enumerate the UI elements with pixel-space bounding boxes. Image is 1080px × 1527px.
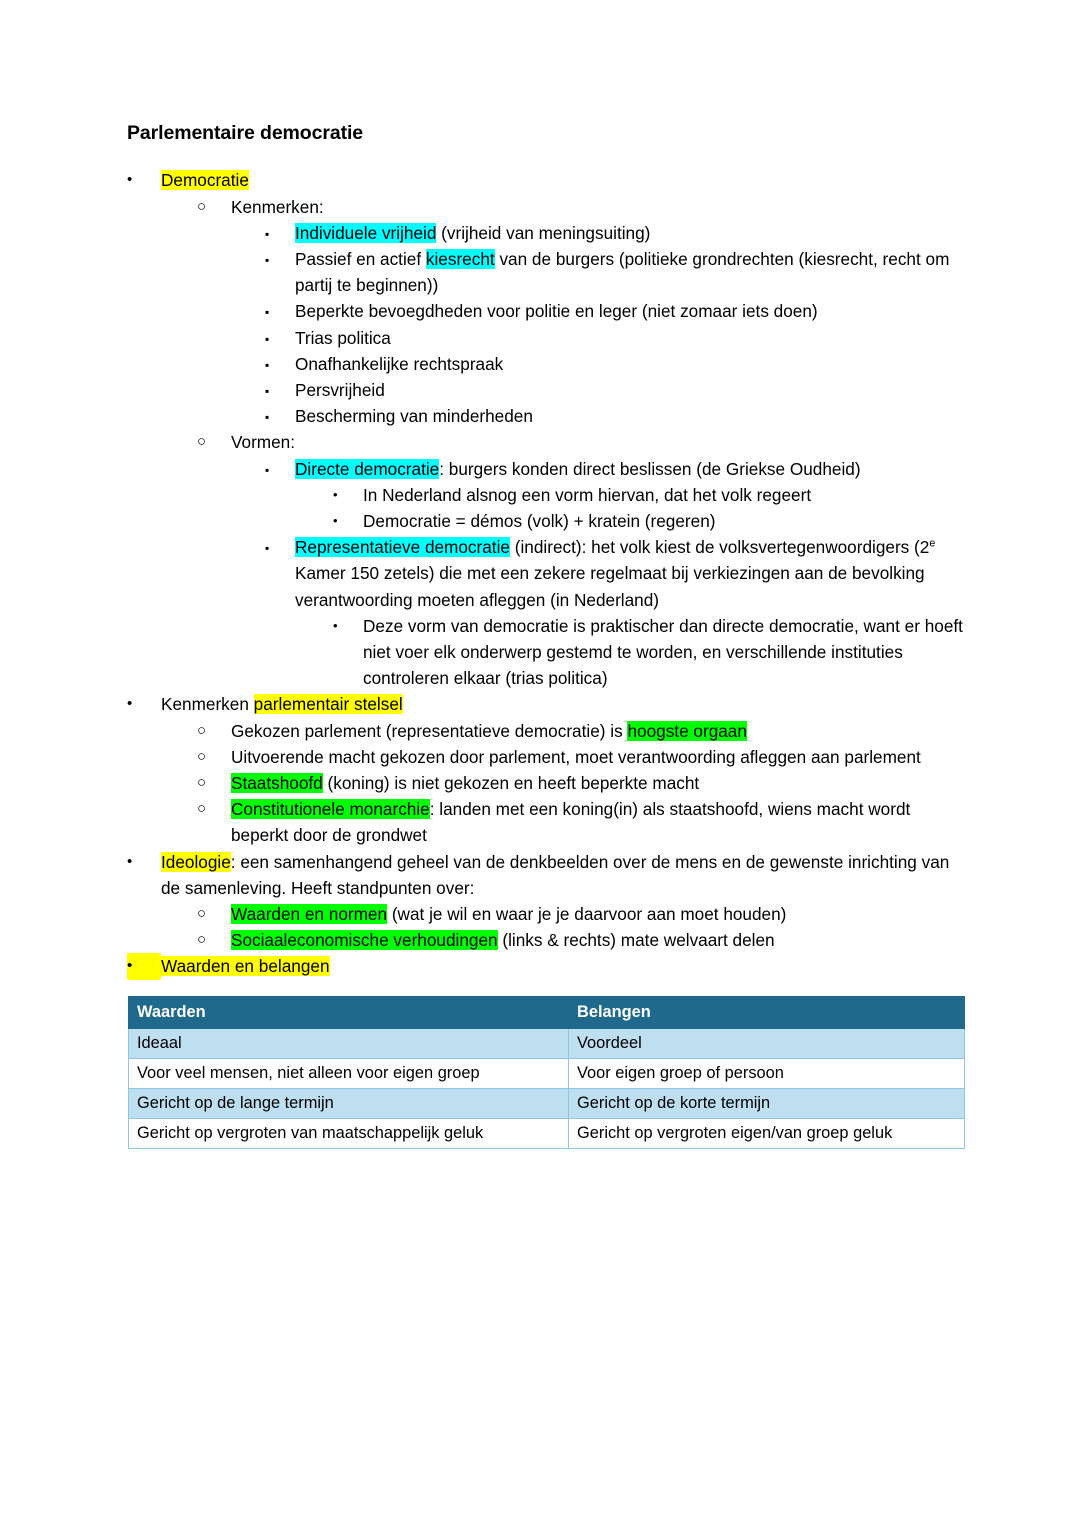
representatieve-democratie-notes (333, 613, 967, 692)
kenmerk-rechtspraak: Onafhankelijke rechtspraak (295, 353, 504, 374)
ideologie-definition (161, 849, 967, 901)
highlight-term: Representatieve democratie (295, 537, 510, 558)
page-title: Parlementaire democratie (127, 122, 364, 144)
bullet-disc-icon: • (333, 617, 338, 633)
bullet-circle-icon: ○ (197, 433, 207, 451)
highlight-term: hoogste orgaan (627, 720, 747, 741)
stelsel-staatshoofd (231, 770, 967, 796)
list-item (265, 325, 967, 351)
list-item (197, 901, 967, 927)
cell-belangen: Gericht op de korte termijn (569, 1088, 965, 1118)
vorm-text-a: (indirect): het volk kiest de volksvertegenwoordigers (2 (509, 537, 930, 558)
highlight-term: kiesrecht (425, 249, 495, 269)
bullet-square-icon: ▪ (265, 253, 270, 267)
kenmerken-label: Kenmerken: (231, 196, 324, 217)
kenmerk-persvrijheid: Persvrijheid (295, 380, 385, 401)
cell-waarden: Gericht op de lange termijn (129, 1088, 569, 1118)
bullet-square-icon: ▪ (265, 410, 270, 425)
waarden-belangen-table (128, 996, 965, 1149)
bullet-square-icon: ▪ (265, 357, 270, 372)
highlight-term: Sociaaleconomische verhoudingen (231, 930, 498, 951)
democratie-label-text: Democratie (161, 170, 249, 191)
document-body (127, 122, 967, 1149)
stelsel-hoogste-orgaan (231, 718, 967, 744)
cell-waarden: Voor veel mensen, niet alleen voor eigen groep (129, 1058, 569, 1088)
bullet-disc-icon: • (333, 486, 338, 502)
label-pre: Kenmerken (161, 694, 254, 715)
list-item (265, 220, 967, 246)
kenmerken-stelsel-list (197, 718, 967, 849)
list-item (333, 482, 967, 508)
outline-item-kenmerken-parlementair-stelsel (127, 691, 967, 848)
list-item (197, 927, 967, 953)
ideologie-sociaaleconomische-verhoudingen (231, 927, 967, 953)
bullet-circle-icon: ○ (197, 747, 207, 765)
highlight-term: Waarden en belangen (161, 956, 330, 977)
kenmerk-bevoegdheden: Beperkte bevoegdheden voor politie en leger (niet zomaar iets doen) (295, 301, 818, 322)
column-header-belangen: Belangen (569, 996, 965, 1028)
ideologie-text: : een samenhangend geheel van de denkbeelden over de mens en de gewenste inrichting van de samenleving. Heeft standpunten over: (161, 851, 950, 898)
vorm-text: : burgers konden direct beslissen (de Griekse Oudheid) (439, 458, 861, 479)
highlight-term: Directe democratie (295, 458, 440, 479)
list-item (265, 377, 967, 403)
cell-waarden: Ideaal (129, 1028, 569, 1058)
table-row (129, 1058, 965, 1088)
list-item (265, 456, 967, 535)
outline-item-waarden-en-belangen (127, 953, 967, 979)
highlight-term: Waarden en normen (231, 904, 388, 925)
bullet-disc-icon: • (127, 953, 161, 979)
highlight-term: Individuele vrijheid (295, 222, 437, 243)
item-text: : landen met een koning(in) als staatshoofd, wiens macht wordt beperkt door de grondwet (231, 799, 911, 846)
ideologie-list (197, 901, 967, 953)
list-item (333, 508, 967, 534)
directe-democratie-notes (333, 482, 967, 534)
outline-item-vormen (197, 429, 967, 691)
table-row (129, 1088, 965, 1118)
item-text: (koning) is niet gekozen en heeft beperkte macht (322, 773, 700, 794)
ideologie-waarden-en-normen (231, 901, 967, 927)
bullet-disc-icon: • (127, 695, 133, 713)
bullet-square-icon: ▪ (265, 331, 270, 346)
waarden-en-belangen-label (161, 953, 967, 979)
kenmerk-text: (vrijheid van meningsuiting) (436, 222, 651, 243)
column-header-waarden: Waarden (129, 996, 569, 1028)
kenmerk-text-rest: van de burgers (politieke grondrechten (kiesrecht, recht om partij te beginnen)) (295, 249, 950, 296)
table-header-row (129, 996, 965, 1028)
list-item (265, 403, 967, 429)
bullet-circle-icon: ○ (197, 931, 207, 949)
item-text-pre: Gekozen parlement (representatieve democratie) is (231, 720, 628, 741)
democratie-children (197, 194, 967, 692)
list-item (265, 351, 967, 377)
bullet-circle-icon: ○ (197, 774, 207, 792)
bullet-square-icon: ▪ (265, 541, 270, 556)
highlight-term: Staatshoofd (231, 773, 323, 794)
kenmerk-kiesrecht (295, 246, 967, 298)
bullet-square-icon: ▪ (265, 305, 270, 320)
cell-belangen: Voor eigen groep of persoon (569, 1058, 965, 1088)
note-nederland-vorm: In Nederland alsnog een vorm hiervan, dat het volk regeert (363, 484, 812, 505)
list-item (265, 298, 967, 324)
bullet-circle-icon: ○ (197, 721, 207, 739)
list-item (197, 796, 967, 848)
bullet-circle-icon: ○ (197, 905, 207, 923)
note-praktischer: Deze vorm van democratie is praktischer dan directe democratie, want er hoeft niet voer elk onderwerp gestemd te worden, en verschillende instituties controleren elkaar (trias politica) (363, 615, 963, 689)
kenmerken-list (265, 220, 967, 430)
highlight-term: Ideologie (161, 851, 231, 872)
bullet-square-icon: ▪ (265, 226, 270, 241)
note-etymologie: Democratie = démos (volk) + kratein (regeren) (363, 511, 716, 532)
cell-waarden: Gericht op vergroten van maatschappelijk geluk (129, 1118, 569, 1148)
vorm-representatieve-democratie (295, 534, 967, 613)
stelsel-constitutionele-monarchie (231, 796, 967, 848)
vormen-label: Vormen: (231, 432, 296, 453)
bullet-square-icon: ▪ (265, 384, 270, 399)
outline-item-democratie (127, 167, 967, 691)
bullet-disc-icon: • (127, 852, 133, 870)
kenmerk-text-pre: Passief en actief (295, 249, 426, 269)
kenmerk-minderheden: Bescherming van minderheden (295, 406, 533, 427)
highlight-term: Constitutionele monarchie (231, 799, 430, 820)
stelsel-uitvoerende-macht: Uitvoerende macht gekozen door parlement, moet verantwoording afleggen aan parlement (231, 746, 921, 767)
kenmerken-stelsel-label (161, 691, 967, 717)
bullet-square-icon: ▪ (265, 462, 270, 477)
bullet-disc-icon: • (127, 171, 133, 189)
bullet-circle-icon: ○ (197, 197, 207, 215)
vormen-list (265, 456, 967, 692)
vorm-text-b: Kamer 150 zetels) die met een zekere regelmaat bij verkiezingen aan de bevolking verantwoording moeten afleggen (in Nederland) (295, 563, 925, 610)
kenmerk-trias-politica: Trias politica (295, 327, 391, 348)
list-item (197, 718, 967, 744)
vorm-directe-democratie (295, 456, 967, 482)
table-row (129, 1028, 965, 1058)
list-item (265, 246, 967, 298)
outline-root (127, 167, 967, 979)
table-body (129, 1028, 965, 1148)
list-item (197, 770, 967, 796)
kenmerk-individuele-vrijheid (295, 220, 967, 246)
democratie-label (161, 167, 967, 193)
ordinal-superscript: e (929, 537, 936, 550)
list-item (333, 613, 967, 692)
table-head (129, 996, 965, 1028)
outline-item-ideologie (127, 849, 967, 954)
list-item (265, 534, 967, 691)
outline-item-kenmerken (197, 194, 967, 430)
item-text: (links & rechts) mate welvaart delen (497, 930, 775, 951)
cell-belangen: Voordeel (569, 1028, 965, 1058)
highlight-term: parlementair stelsel (253, 694, 403, 715)
table-row (129, 1118, 965, 1148)
bullet-disc-icon: • (333, 513, 338, 529)
item-text: (wat je wil en waar je je daarvoor aan moet houden) (387, 904, 787, 925)
list-item (197, 744, 967, 770)
bullet-circle-icon: ○ (197, 800, 207, 818)
cell-belangen: Gericht op vergroten eigen/van groep geluk (569, 1118, 965, 1148)
